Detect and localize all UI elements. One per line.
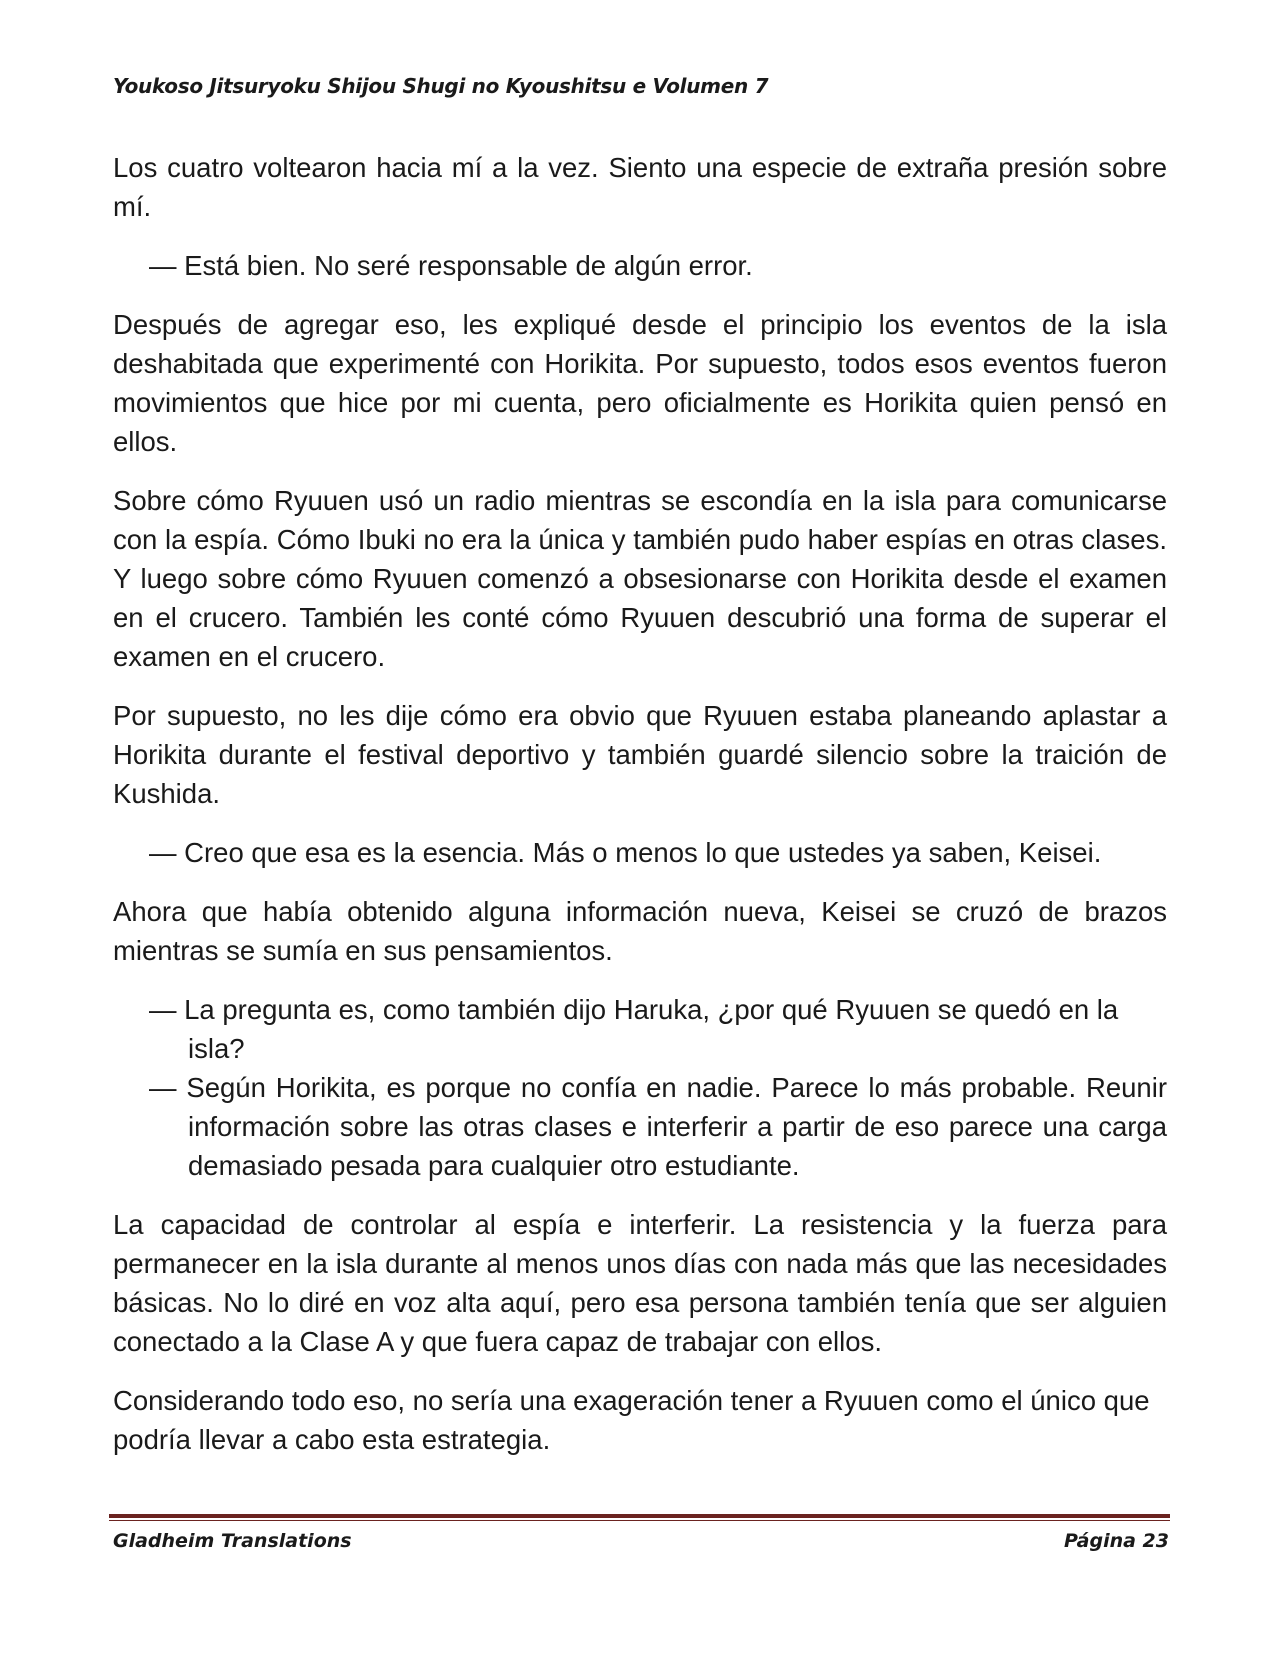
footer-page-number: Página 23 [1063,1530,1169,1552]
dialogue-3: — La pregunta es, como también dijo Haruka, ¿por qué Ryuuen se quedó en la isla? [149,994,1119,1064]
footer-divider [109,1514,1170,1521]
paragraph-5: Ahora que había obtenido alguna información nueva, Keisei se cruzó de brazos mientras se sumía en sus pensamientos. [113,896,1167,966]
page-header-title: Youkoso Jitsuryoku Shijou Shugi no Kyoushitsu e Volumen 7 [113,74,769,98]
footer-publisher: Gladheim Translations [113,1530,352,1552]
paragraph-1: Los cuatro voltearon hacia mí a la vez. Siento una especie de extraña presión sobre mí. [113,152,1167,222]
paragraph-3: Sobre cómo Ryuuen usó un radio mientras se escondía en la isla para comunicarse con la espía. Cómo Ibuki no era la única y también pudo haber espías en otras clases. Y luego sobre cómo Ryuuen comenzó a obsesionarse con Horikita desde el examen en el crucero. También les conté cómo Ryuuen descubrió una forma de superar el examen en el crucero. [113,485,1167,672]
dialogue-1: — Está bien. No seré responsable de algún error. [149,250,753,281]
paragraph-7: Considerando todo eso, no sería una exageración tener a Ryuuen como el único que podría llevar a cabo esta estrategia. [113,1385,1150,1455]
paragraph-4: Por supuesto, no les dije cómo era obvio que Ryuuen estaba planeando aplastar a Horikita durante el festival deportivo y también guardé silencio sobre la traición de Kushida. [113,700,1167,809]
body-text [113,148,1167,1479]
dialogue-4: — Según Horikita, es porque no confía en nadie. Parece lo más probable. Reunir información sobre las otras clases e interferir a partir de eso parece una carga demasiado pesada para cualquier otro estudiante. [149,1072,1167,1181]
paragraph-2: Después de agregar eso, les expliqué desde el principio los eventos de la isla deshabitada que experimenté con Horikita. Por supuesto, todos esos eventos fueron movimientos que hice por mi cuenta, pero oficialmente es Horikita quien pensó en ellos. [113,309,1167,457]
paragraph-6: La capacidad de controlar al espía e interferir. La resistencia y la fuerza para permanecer en la isla durante al menos unos días con nada más que las necesidades básicas. No lo diré en voz alta aquí, pero esa persona también tenía que ser alguien conectado a la Clase A y que fuera capaz de trabajar con ellos. [113,1209,1167,1357]
dialogue-2: — Creo que esa es la esencia. Más o menos lo que ustedes ya saben, Keisei. [149,837,1102,868]
